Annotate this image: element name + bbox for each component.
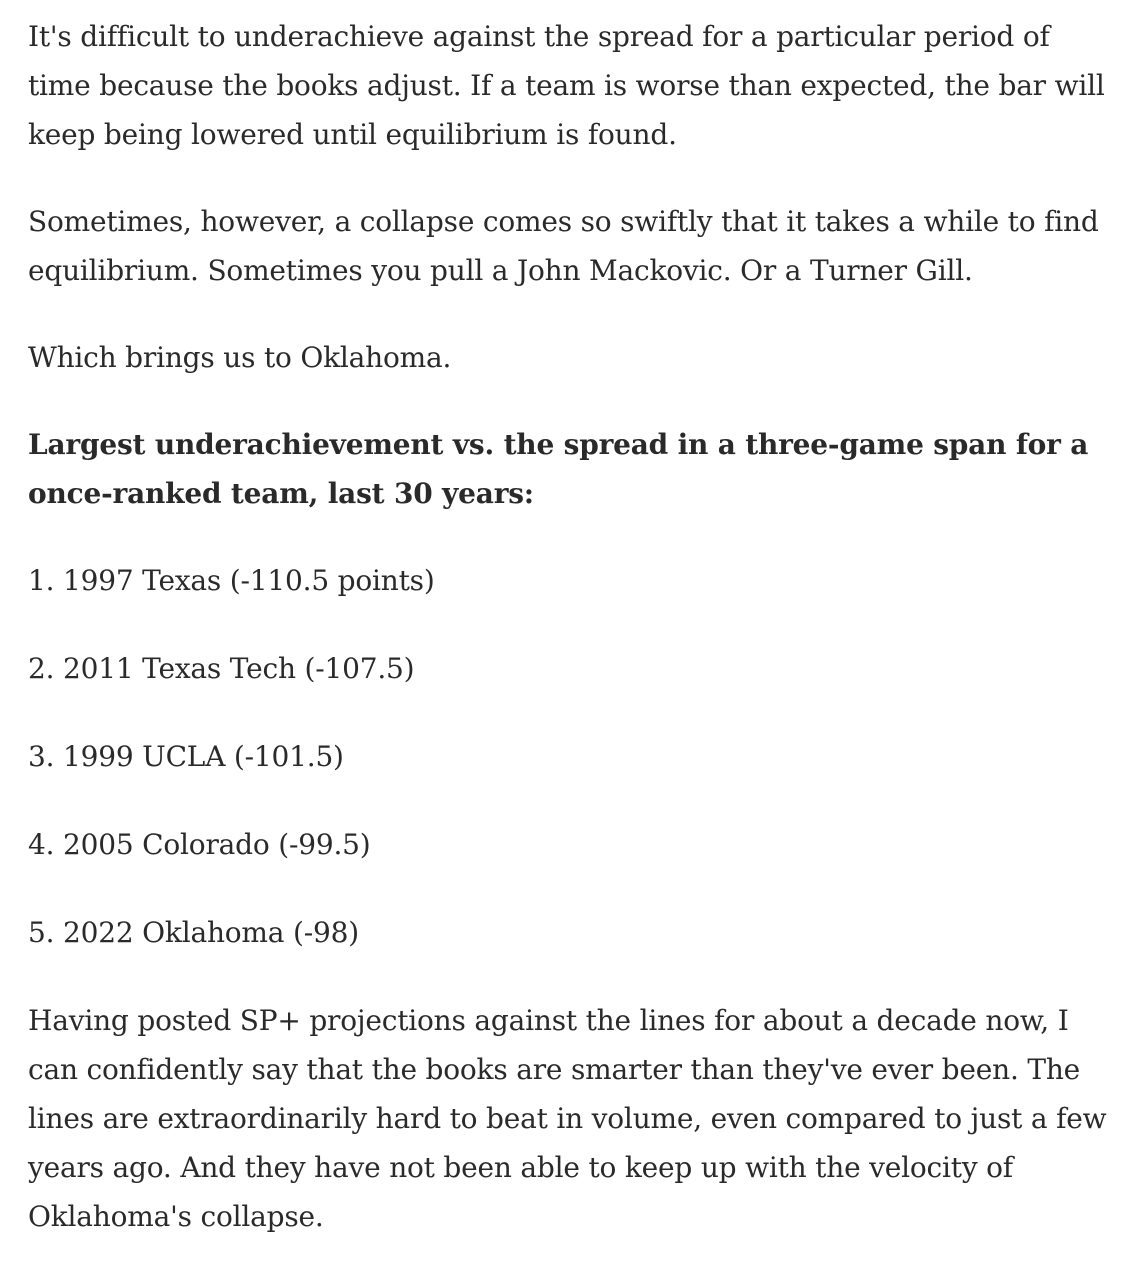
list-item: 3. 1999 UCLA (-101.5) (28, 740, 344, 773)
list-item: 5. 2022 Oklahoma (-98) (28, 916, 359, 949)
closing-paragraph: Having posted SP+ projections against the lines for about a decade now, I can confidently say that the books are smarter than they've ever been. The lines are extraordinarily hard to beat in volume, even compared to just a few years ago. And they have not been able to keep up with the velocity of Oklahoma's collapse. (28, 1004, 1107, 1233)
list-item: 4. 2005 Colorado (-99.5) (28, 828, 371, 861)
intro-paragraph-collapse: Sometimes, however, a collapse comes so swiftly that it takes a while to find equilibrium. Sometimes you pull a John Mackovic. Or a Turner Gill. (28, 205, 1099, 287)
intro-paragraph-spread-adjust: It's difficult to underachieve against the spread for a particular period of time because the books adjust. If a team is worse than expected, the bar will keep being lowered until equilibrium is found. (28, 20, 1105, 151)
list-item: 2. 2011 Texas Tech (-107.5) (28, 652, 415, 685)
underachievement-ranking-list (28, 556, 1118, 957)
list-item: 1. 1997 Texas (-110.5 points) (28, 564, 435, 597)
article-body (28, 12, 1118, 1279)
intro-paragraph-oklahoma: Which brings us to Oklahoma. (28, 341, 452, 374)
list-heading: Largest underachievement vs. the spread in a three-game span for a once-ranked team, last 30 years: (28, 428, 1089, 510)
